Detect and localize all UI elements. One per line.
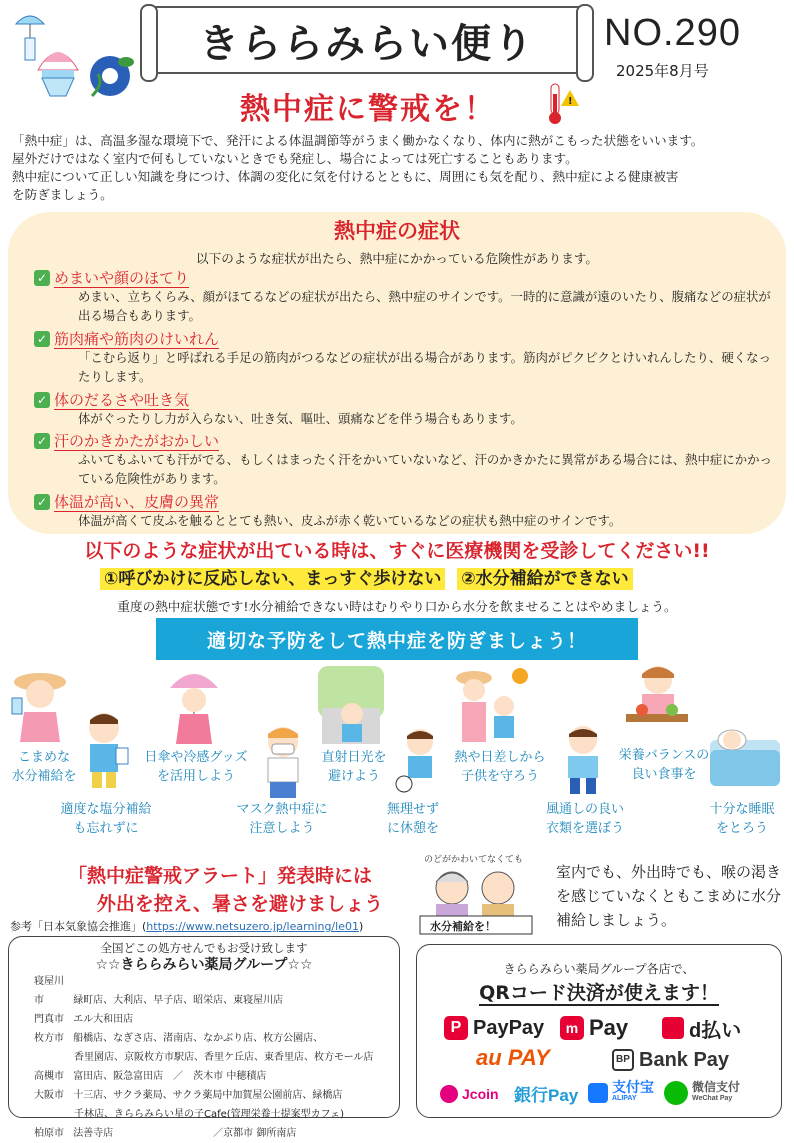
tip-label: [222, 800, 342, 838]
tip-line: も忘れずに: [73, 821, 139, 836]
boy-light-clothes-illustration: [558, 722, 608, 796]
heat-alert: [0, 862, 440, 918]
tip-line: 衣類を選ぼう: [545, 821, 624, 836]
tip-line: を活用しよう: [156, 769, 235, 784]
mother-child-sun-illustration: [452, 666, 532, 744]
alipay-logo: [588, 1080, 654, 1106]
merpay-logo: [560, 1014, 628, 1042]
reference-suffix: ): [358, 920, 364, 933]
illust-top-text: のどがかわいてなくても: [424, 855, 524, 865]
wechatpay-icon: [664, 1081, 688, 1105]
shop-city: 大阪市: [34, 1090, 64, 1101]
boy-mask-illustration: [258, 722, 308, 798]
newsletter-title: きららみらい便り: [199, 20, 535, 67]
shop-names: 千林店、きららみらい星の子Cafe(管理栄養士提案型カフェ): [74, 1109, 345, 1120]
merpay-icon: m: [560, 1016, 584, 1040]
paypay-logo: [444, 1014, 544, 1042]
jcoin-icon: [440, 1085, 458, 1103]
symptom-title: めまいや顔のほてり: [54, 268, 190, 287]
symptom-desc: 「こむら返り」と呼ばれる手足の筋肉がつるなどの症状が出る場合があります。筋肉がピクピクとけいれんしたり、硬くなったりします。: [78, 350, 771, 384]
tip-line: マスク熱中症に: [236, 802, 328, 817]
intro-line: 屋外だけではなく室内で何もしていないときでも発症し、場合によっては死亡することもあります。: [12, 151, 578, 166]
dpay-text: d払い: [689, 1019, 742, 1042]
tip-line: 十分な睡眠: [709, 802, 775, 817]
hydration-advice: 室内でも、外出時でも、喉の渇きを感じていなくともこまめに水分補給しましょう。: [556, 863, 782, 929]
bankpay-logo: [612, 1046, 729, 1074]
tip-line: 注意しよう: [249, 821, 315, 836]
group-tagline: 全国どこの処方せんでもお受け致します: [100, 941, 308, 955]
shop-city: 寝屋川市: [34, 976, 64, 1006]
emergency-conditions: [100, 564, 633, 589]
tip-line: 日傘や冷感グッズ: [144, 750, 248, 765]
bankpay-text: Bank Pay: [639, 1048, 730, 1071]
issue-number: NO.290: [604, 12, 741, 54]
shop-city: 高槻市: [34, 1071, 64, 1082]
aupay-logo: [476, 1044, 550, 1072]
tip-label: [530, 800, 640, 838]
shaved-ice-icon: [32, 36, 84, 104]
tip-line: 良い食事を: [631, 767, 697, 782]
tip-label: [696, 800, 788, 838]
symptom-item: [34, 492, 774, 531]
ginkopay-text: 銀行Pay: [514, 1085, 579, 1105]
ginkopay-logo: [514, 1080, 578, 1106]
morning-glory-icon: [84, 50, 136, 102]
intro-line: 熱中症について正しい知識を身につけ、体調の変化に気を付けるとともに、周囲にも気を配り、熱中症による健康被害: [12, 169, 679, 184]
shop-names: 緑町店、大利店、早子店、昭栄店、東寝屋川店: [73, 995, 284, 1006]
intro-text: [12, 132, 784, 204]
symptom-desc: めまい、立ちくらみ、顔がほてるなどの症状が出たら、熱中症のサインです。一時的に意識が遠のいたり、腹痛などの症状が出る場合もあります。: [78, 289, 771, 323]
tip-label: [306, 748, 402, 786]
condition-2: ②水分補給ができない: [457, 568, 632, 590]
paypay-text: PayPay: [473, 1016, 545, 1039]
wechatpay-sub: WeChat Pay: [692, 1095, 733, 1102]
alipay-sub: ALIPAY: [612, 1095, 637, 1102]
payment-heading-text: QRコード決済が使えます！: [479, 982, 719, 1004]
tip-label: [608, 746, 720, 784]
shop-row: [34, 1010, 400, 1029]
reference-link[interactable]: https://www.netsuzero.jp/learning/le01: [146, 920, 359, 933]
shop-row: [34, 1124, 400, 1143]
symptom-title: 体温が高い、皮膚の異常: [54, 492, 220, 511]
tip-line: 適度な塩分補給: [60, 802, 152, 817]
prevention-banner: 適切な予防をして熱中症を防ぎましょう！: [156, 618, 638, 660]
illust-bottom-text: 水分補給を！: [430, 920, 496, 933]
shop-names: 法善寺店 ／京都市 御所南店: [73, 1128, 297, 1139]
alert-line-1: 「熱中症警戒アラート」発表時には: [67, 865, 372, 887]
elderly-couple-illustration: [414, 850, 542, 936]
urgent-warning: 以下のような症状が出ている時は、すぐに医療機関を受診してください!!: [84, 540, 710, 562]
checkbox-icon: ✓: [34, 392, 50, 408]
shop-names: エル大和田店: [73, 1014, 134, 1025]
symptom-title: 汗のかきかたがおかしい: [54, 431, 220, 450]
alert-line-2: 外出を控え、暑さを避けましょう: [96, 893, 384, 915]
symptom-item: [34, 329, 774, 386]
girl-meal-illustration: [622, 660, 692, 740]
checkbox-icon: ✓: [34, 494, 50, 510]
symptom-desc: ふいてもふいても汗がでる、もしくはまったく汗をかいていないなど、汗のかきかたに異常がある場合には、熱中症にかかっている危険性があります。: [78, 452, 772, 486]
tip-line: 栄養バランスの: [618, 748, 710, 763]
tip-label: [136, 748, 256, 786]
shop-names: 十三店、サクラ薬局、サクラ薬局中加賀屋公園前店、緑橋店: [73, 1090, 343, 1101]
reference-note: [10, 918, 363, 934]
title-scroll: [148, 6, 586, 74]
tip-label: [46, 800, 166, 838]
shop-names: 富田店、阪急富田店 ／ 茨木市 中穂積店: [73, 1071, 267, 1082]
tip-label: [370, 800, 456, 838]
alipay-icon: [588, 1083, 608, 1103]
wechatpay-logo: [664, 1080, 740, 1106]
tip-line: をとろう: [715, 821, 768, 836]
shop-row: [34, 1029, 400, 1048]
tip-label: [444, 748, 556, 786]
intro-line: を防ぎましょう。: [12, 187, 113, 202]
tip-line: に休憩を: [386, 821, 439, 836]
intro-line: 「熱中症」は、高温多湿な環境下で、発汗による体温調節等がうまく働かなくなり、体内に熱がこもった状態をいいます。: [12, 133, 704, 148]
boy-salt-candy-illustration: [78, 708, 132, 790]
tip-line: 無理せず: [386, 802, 439, 817]
tip-line: 水分補給を: [11, 769, 77, 784]
symptom-item: [34, 390, 774, 429]
tip-line: 熱や日差しから: [454, 750, 546, 765]
shop-city: 柏原市: [34, 1128, 64, 1139]
checkbox-icon: ✓: [34, 331, 50, 347]
resting-child-illustration: [396, 724, 442, 794]
symptom-desc: 体がぐったりし力が入らない、吐き気、嘔吐、頭痛などを伴う場合もあります。: [78, 411, 523, 426]
symptoms-lead: 以下のような症状が出たら、熱中症にかかっている危険性があります。: [196, 251, 598, 266]
shop-names: 香里園店、京阪枚方市駅店、香里ケ丘店、東香里店、枚方モール店: [74, 1052, 374, 1063]
tip-line: 避けよう: [327, 769, 380, 784]
shop-row: [34, 1067, 400, 1086]
dpay-icon: [662, 1017, 684, 1039]
jcoin-text: Jcoin: [462, 1086, 499, 1102]
tip-line: 子供を守ろう: [460, 769, 539, 784]
symptom-item: [34, 268, 774, 325]
symptoms-title: 熱中症の症状: [334, 219, 460, 243]
payment-heading: [416, 978, 782, 1005]
symptom-desc: 体温が高くて皮ふを触るととても熱い、皮ふが赤く乾いているなどの症状も熱中症のサインです。: [78, 513, 622, 528]
shop-row: [34, 1105, 400, 1124]
boy-shade-tree-illustration: [316, 664, 386, 746]
shop-city: 門真市: [34, 1014, 64, 1025]
symptom-item: [34, 431, 774, 488]
checkbox-icon: ✓: [34, 433, 50, 449]
shop-row: [34, 1048, 400, 1067]
jcoin-logo: [440, 1082, 499, 1106]
payment-tagline: きららみらい薬局グループ各店で、: [503, 962, 695, 976]
girl-parasol-illustration: [166, 664, 222, 746]
shop-names: 船橋店、なぎさ店、渚南店、なかぶり店、枚方公園店、: [73, 1033, 324, 1044]
group-name: ☆☆きららみらい薬局グループ☆☆: [95, 957, 313, 973]
checkbox-icon: ✓: [34, 270, 50, 286]
shop-row: [34, 1086, 400, 1105]
severe-note: 重度の熱中症状態です!水分補給できない時はむりやり口から水分を飲ませることはやめましょう。: [117, 599, 677, 614]
svg-text:!: !: [568, 96, 573, 107]
symptom-title: 筋肉痛や筋肉のけいれん: [54, 329, 220, 348]
wechatpay-text: 微信支付: [692, 1080, 741, 1094]
merpay-text: Pay: [589, 1015, 629, 1040]
paypay-icon: P: [444, 1016, 468, 1040]
reference-prefix: 参考「日本気象協会推進」(: [10, 920, 147, 933]
shop-list: [34, 972, 400, 1143]
issue-date: 2025年8月号: [616, 62, 709, 80]
shop-row: [34, 972, 400, 1010]
tip-line: 直射日光を: [321, 750, 387, 765]
shop-city: 枚方市: [34, 1033, 64, 1044]
tip-line: こまめな: [17, 750, 70, 765]
dpay-logo: [662, 1014, 741, 1042]
alipay-text: 支付宝: [612, 1079, 654, 1095]
thermometer-warning-icon: [546, 80, 580, 126]
aupay-text: au PAY: [476, 1045, 550, 1070]
bankpay-icon: BP: [612, 1049, 634, 1071]
symptom-title: 体のだるさや吐き気: [54, 390, 190, 409]
headline: 熱中症に警戒を！: [240, 92, 496, 127]
tip-line: 風通しの良い: [545, 802, 624, 817]
girl-drinking-water-illustration: [10, 668, 70, 742]
tip-label: [4, 748, 84, 786]
condition-1: ①呼びかけに反応しない、まっすぐ歩けない: [100, 568, 445, 590]
